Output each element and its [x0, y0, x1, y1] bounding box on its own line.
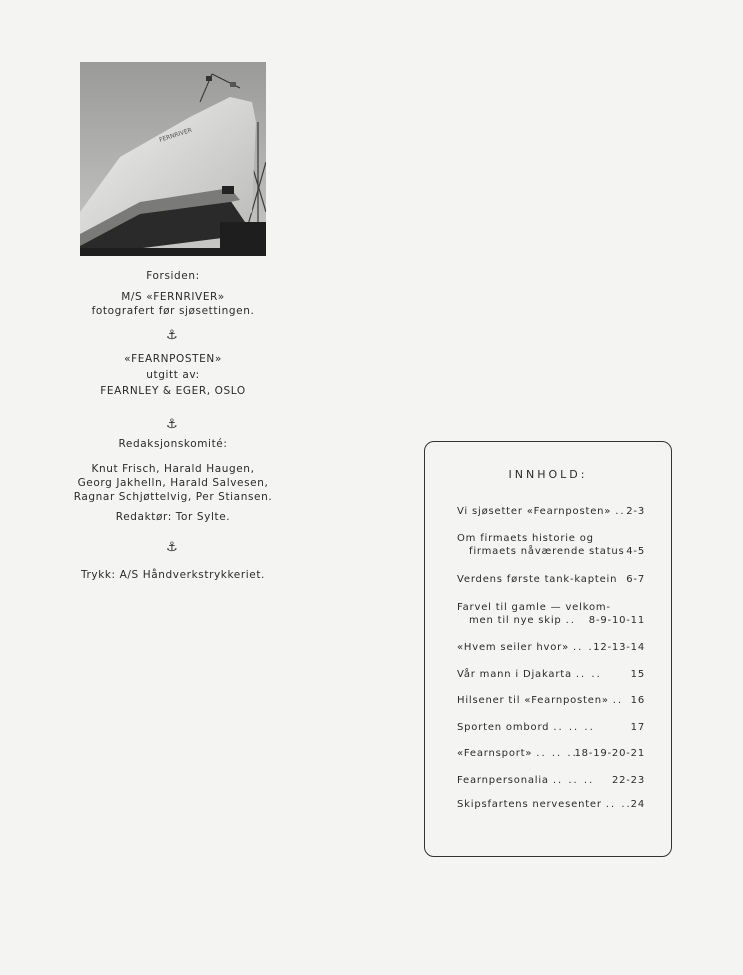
- editor-line: Redaktør: Tor Sylte.: [115, 511, 231, 523]
- toc-page: 16: [630, 695, 645, 706]
- toc-page: 15: [630, 669, 645, 680]
- publisher-name: FEARNLEY & EGER, OSLO: [100, 385, 246, 397]
- toc-page: 17: [630, 722, 645, 733]
- toc-page: 4-5: [626, 546, 645, 557]
- toc-page: 8-9-10-11: [588, 615, 645, 626]
- toc-entry-title: Vår mann i Djakarta: [457, 669, 572, 680]
- toc-leader: .. .. ..: [536, 748, 578, 759]
- toc-leader: .. .. ..: [553, 722, 595, 733]
- toc-entry: [457, 532, 645, 558]
- toc-entry-title: «Hvem seiler hvor»: [457, 642, 569, 653]
- printer-line: Trykk: A/S Håndverkstrykkeriet.: [81, 569, 265, 581]
- toc-entry: [457, 641, 645, 654]
- caption-line-1: Forsiden:: [146, 270, 200, 282]
- cover-photo: [80, 62, 266, 256]
- toc-entry-title: Sporten ombord: [457, 722, 550, 733]
- toc-entry: [457, 721, 645, 734]
- toc-entry-title: Hilsener til «Fearnposten»: [457, 695, 609, 706]
- toc-page: 22-23: [611, 775, 645, 786]
- toc-leader: .. ..: [572, 642, 599, 653]
- toc-page: 24: [630, 799, 645, 810]
- caption-line-3: fotografert før sjøsettingen.: [91, 305, 255, 317]
- toc-leader: ..: [565, 615, 576, 626]
- committee-line-2: Georg Jakhelln, Harald Salvesen,: [77, 477, 269, 489]
- anchor-icon: ⚓: [166, 328, 178, 343]
- toc-page: 18-19-20-21: [574, 748, 645, 759]
- toc-page: 6-7: [626, 574, 645, 585]
- toc-page: 12-13-14: [593, 642, 645, 653]
- toc-entry: [457, 694, 645, 707]
- toc-leader: .. .. ..: [552, 775, 595, 786]
- toc-entry: [457, 601, 645, 627]
- publication-title: «FEARNPOSTEN»: [124, 353, 222, 365]
- committee-line-1: Knut Frisch, Harald Haugen,: [91, 463, 255, 475]
- publisher-block: [60, 352, 286, 398]
- committee-line-3: Ragnar Schjøttelvig, Per Stiansen.: [73, 491, 273, 503]
- toc-page: 2-3: [626, 506, 645, 517]
- anchor-icon: ⚓: [166, 540, 178, 555]
- toc-entry-title: Skipsfartens nervesenter: [457, 799, 602, 810]
- toc-entry-title-cont: men til nye skip: [469, 615, 562, 626]
- toc-entry: [457, 668, 645, 681]
- toc-entry-title: «Fearnsport»: [457, 748, 533, 759]
- caption-line-2: M/S «FERNRIVER»: [121, 291, 225, 303]
- toc-entry: [457, 573, 645, 586]
- toc-entry: [457, 747, 645, 760]
- toc-entry: [457, 798, 645, 811]
- toc-entry-title: Om firmaets historie og: [457, 533, 594, 544]
- publisher-label: utgitt av:: [146, 369, 200, 381]
- toc-entry-title: Vi sjøsetter «Fearnposten»: [457, 506, 612, 517]
- toc-entry-title: Fearnpersonalia: [457, 775, 549, 786]
- committee-heading: Redaksjonskomité:: [118, 438, 228, 450]
- cover-caption: [60, 269, 286, 318]
- toc-title: INNHOLD:: [508, 468, 588, 481]
- toc-entry-title: Verdens første tank-kaptein: [457, 574, 618, 585]
- toc-leader: ..: [612, 695, 624, 706]
- toc-leader: .. ..: [575, 669, 602, 680]
- toc-entry-title: Farvel til gamle — velkom-: [457, 602, 611, 613]
- toc-entry-title-cont: firmaets nåværende status: [469, 546, 625, 557]
- toc-entry: [457, 505, 645, 518]
- toc-leader: ..: [615, 506, 626, 517]
- hull-name: FERNRIVER: [158, 126, 193, 144]
- toc-leader: .. ..: [605, 799, 632, 810]
- anchor-icon: ⚓: [166, 417, 178, 432]
- committee-block: [60, 437, 286, 524]
- toc-entry: [457, 774, 645, 787]
